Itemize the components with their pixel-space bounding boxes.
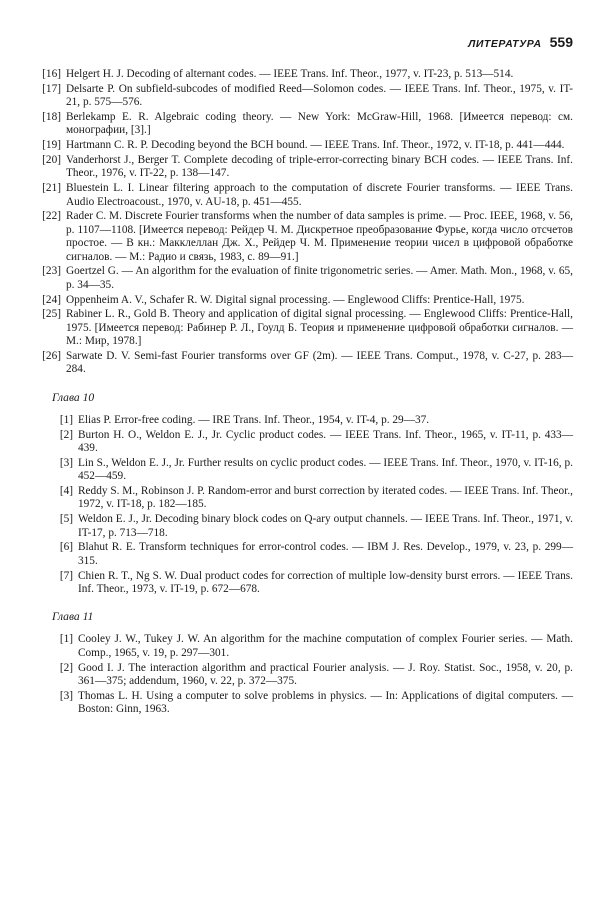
page-number: 559 [549,34,573,50]
reference-item [42,293,573,307]
reference-text: Vanderhorst J., Berger T. Complete decoding of triple-error-correcting binary BCH codes. — IEEE Trans. Inf. Theor., 1976, v. IT-22, p. 138—147. [66,154,573,180]
reference-item [42,182,573,209]
reference-text: Blahut R. E. Transform techniques for error-control codes. — IBM J. Res. Develop., 1979, v. 23, p. 299—315. [78,541,573,567]
reference-text: Weldon E. J., Jr. Decoding binary block codes on Q-ary output channels. — IEEE Trans. Inf. Theor., 1971, v. IT-17, p. 713—718. [78,513,573,539]
reference-number: [1] [59,413,73,426]
reference-text: Elias P. Error-free coding. — IRE Trans. Inf. Theor., 1954, v. IT-4, p. 29—37. [78,413,430,426]
reference-item [59,513,573,540]
reference-item [42,308,573,348]
reference-text: Delsarte P. On subfield-subcodes of modified Reed—Solomon codes. — IEEE Trans. Inf. Theor., 1975, v. IT-21, p. 575—576. [66,82,573,109]
reference-number: [21] [42,182,61,195]
reference-list-chapter-9 [42,68,573,377]
reference-text: Oppenheim A. V., Schafer R. W. Digital signal processing. — Englewood Cliffs: Prentice-Hall, 1975. [66,293,525,306]
reference-number: [1] [59,633,73,646]
reference-item [59,428,573,456]
reference-list-chapter-11 [59,633,573,716]
reference-text: Rabiner L. R., Gold B. Theory and application of digital signal processing. — Englewood Cliffs: Prentice-Hall, 1975. [Имеется перевод: Рабинер Р. Л., Гоулд Б. Теория и применение цифровой обработки сигналов. — М.: Мир, 1978.] [66,308,573,348]
reference-text: Rader C. M. Discrete Fourier transforms when the number of data samples is prime. — Proc. IEEE, 1968, v. 56, p. 1107—1108. [Имеется перевод: Рейдер Ч. М. Дискретное преобразование Фурье, когда число отсчетов простое. — В кн.: Макклеллан Дж. Х., Рейдер Ч. М. Применение теории чисел в цифровой обработке сигналов. — М.: Радио и связь, 1983, с. 89—91.] [66,210,573,263]
reference-number: [7] [59,569,73,582]
reference-list-chapter-10 [59,413,573,597]
reference-item [59,689,573,717]
page-header [66,34,573,56]
reference-item [59,661,573,689]
reference-item [42,350,573,377]
reference-number: [18] [42,111,61,123]
reference-number: [17] [42,82,61,95]
reference-text: Thomas L. H. Using a computer to solve problems in physics. — In: Applications of digital computers. — Boston: Ginn, 1963. [78,689,573,716]
reference-number: [4] [59,485,73,498]
reference-item [42,154,573,181]
chapter-11-heading: Глава 11 [52,610,94,624]
reference-text: Berlekamp E. R. Algebraic coding theory. — New York: McGraw-Hill, 1968. [Имеется перевод: см. монографии, [3].] [66,111,573,137]
reference-number: [2] [59,428,73,441]
reference-text: Reddy S. M., Robinson J. P. Random-error and burst correction by iterated codes. — IEEE Trans. Inf. Theor., 1972, v. IT-18, p. 182—185. [78,485,573,511]
reference-item [59,413,573,427]
reference-number: [3] [59,456,73,469]
reference-item [59,541,573,568]
reference-item [42,210,573,264]
reference-number: [22] [42,210,61,223]
chapter-10-heading: Глава 10 [52,390,95,404]
reference-item [42,265,573,292]
running-title: ЛИТЕРАТУРА [468,38,542,50]
reference-item [42,139,573,152]
reference-number: [19] [42,139,61,152]
reference-number: [20] [42,154,61,166]
reference-text: Burton H. O., Weldon E. J., Jr. Cyclic product codes. — IEEE Trans. Inf. Theor., 1965, v. IT-11, p. 433—439. [78,428,573,455]
reference-number: [6] [59,541,73,554]
reference-number: [24] [42,293,61,306]
reference-text: Chien R. T., Ng S. W. Dual product codes for correction of multiple low-density burst errors. — IEEE Trans. Inf. Theor., 1973, v. IT-19, p. 672—678. [78,569,573,596]
reference-number: [3] [59,689,73,702]
reference-number: [5] [59,513,73,526]
reference-number: [26] [42,350,61,363]
reference-number: [16] [42,68,61,80]
reference-text: Hartmann C. R. P. Decoding beyond the BCH bound. — IEEE Trans. Inf. Theor., 1972, v. IT-18, p. 441—444. [66,139,565,152]
reference-text: Sarwate D. V. Semi-fast Fourier transforms over GF (2m). — IEEE Trans. Comput., 1978, v. C-27, p. 283—284. [66,350,573,376]
reference-number: [23] [42,265,61,278]
reference-item [59,456,573,484]
reference-item [59,633,573,660]
reference-item [42,111,573,138]
reference-text: Bluestein L. I. Linear filtering approach to the computation of discrete Fourier transforms. — IEEE Trans. Audio Electroacoust., 1970, v. AU-18, p. 451—455. [66,182,573,208]
reference-item [59,485,573,512]
reference-text: Lin S., Weldon E. J., Jr. Further results on cyclic product codes. — IEEE Trans. Inf. Theor., 1970, v. IT-16, p. 452—459. [78,456,573,483]
reference-item [59,569,573,597]
reference-number: [25] [42,308,61,321]
reference-number: [2] [59,661,73,674]
reference-text: Helgert H. J. Decoding of alternant codes. — IEEE Trans. Inf. Theor., 1977, v. IT-23, p. 513—514. [66,68,514,80]
reference-item [42,82,573,110]
reference-item [42,68,573,81]
reference-text: Good I. J. The interaction algorithm and practical Fourier analysis. — J. Roy. Statist. Soc., 1958, v. 20, p. 361—375; addendum, 1960, v. 22, p. 372—375. [78,661,573,688]
reference-text: Goertzel G. — An algorithm for the evaluation of finite trigonometric series. — Amer. Math. Mon., 1968, v. 65, p. 34—35. [66,265,573,291]
reference-text: Cooley J. W., Tukey J. W. An algorithm for the machine computation of complex Fourier series. — Math. Comp., 1965, v. 19, p. 297—301. [78,633,573,659]
